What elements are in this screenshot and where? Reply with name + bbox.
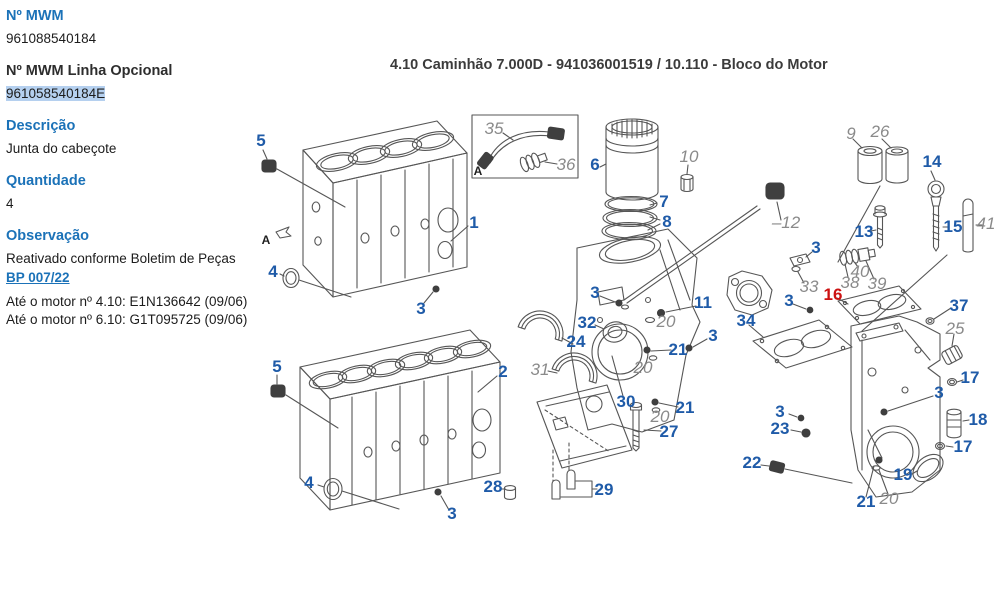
callout-A: A	[261, 233, 271, 247]
quantidade-value: 4	[6, 196, 14, 211]
callout-4: 4	[304, 473, 314, 492]
callout-6: 6	[590, 155, 600, 174]
observacao-line2: Até o motor nº 4.10: E1N136642 (09/06)	[6, 294, 248, 309]
mwm-value: 961088540184	[6, 31, 97, 46]
callout-3: 3	[775, 402, 785, 421]
callout-31: 31	[530, 360, 550, 379]
callout-21: 21	[668, 340, 688, 359]
callout-29: 29	[594, 480, 614, 499]
callout-35: 35	[484, 119, 504, 138]
callout-21: 21	[856, 492, 876, 511]
callout-21: 21	[675, 398, 695, 417]
callout-7: 7	[659, 192, 669, 211]
callout-19: 19	[893, 465, 913, 484]
callout-1: 1	[469, 213, 479, 232]
callout-12: –12	[771, 213, 801, 232]
callout-40: 40	[850, 262, 870, 281]
callout-41: 41	[976, 214, 996, 233]
callout-20: 20	[650, 407, 670, 426]
callout-17: 17	[953, 437, 973, 456]
callout-17: 17	[960, 368, 980, 387]
callout-3: 3	[416, 299, 426, 318]
callout-2: 2	[498, 362, 508, 381]
callout-22: 22	[742, 453, 762, 472]
callout-5: 5	[256, 131, 266, 150]
callout-A: A	[473, 164, 483, 178]
callout-16: 16	[823, 285, 843, 304]
mwm-label: Nº MWM	[6, 8, 64, 24]
callout-36: 36	[556, 155, 576, 174]
callout-5: 5	[272, 357, 282, 376]
callout-32: 32	[577, 313, 597, 332]
callout-3: 3	[447, 504, 457, 523]
page-title: 4.10 Caminhão 7.000D - 941036001519 / 10.110 - Bloco do Motor	[390, 57, 828, 73]
callout-11: 11	[694, 293, 712, 312]
observacao-line1: Reativado conforme Boletim de Peças	[6, 251, 236, 266]
callout-9: 9	[846, 124, 856, 143]
observacao-line3: Até o motor nº 6.10: G1T095725 (09/06)	[6, 312, 248, 327]
mwm-optional-label: Nº MWM Linha Opcional	[6, 63, 173, 79]
callout-10: 10	[679, 147, 699, 166]
callout-23: 23	[770, 419, 790, 438]
observacao-label: Observação	[6, 228, 90, 244]
mwm-optional-value: 961058540184E	[6, 86, 106, 101]
callout-38: 38	[840, 273, 860, 292]
callout-33: 33	[799, 277, 819, 296]
callout-3: 3	[590, 283, 600, 302]
callout-24: 24	[566, 332, 586, 351]
callout-3: 3	[708, 326, 718, 345]
callout-14: 14	[922, 152, 942, 171]
callout-27: 27	[659, 422, 679, 441]
callout-3: 3	[784, 291, 794, 310]
callout-34: 34	[736, 311, 756, 330]
callout-8: 8	[662, 212, 672, 231]
callout-15: 15	[943, 217, 963, 236]
callout-26: 26	[870, 122, 890, 141]
callout-3: 3	[811, 238, 821, 257]
callout-3: 3	[934, 383, 944, 402]
callout-20: 20	[656, 312, 676, 331]
callout-37: 37	[949, 296, 969, 315]
callout-18: 18	[968, 410, 988, 429]
callout-13: 13	[854, 222, 874, 241]
bp-bulletin-link[interactable]: BP 007/22	[6, 270, 70, 285]
callout-28: 28	[483, 477, 503, 496]
quantidade-label: Quantidade	[6, 173, 86, 189]
callout-30: 30	[616, 392, 636, 411]
callout-25: 25	[945, 319, 965, 338]
callout-20: 20	[633, 358, 653, 377]
callout-20: 20	[879, 489, 899, 508]
callout-4: 4	[268, 262, 278, 281]
descricao-label: Descrição	[6, 118, 76, 134]
descricao-value: Junta do cabeçote	[6, 141, 117, 156]
callout-39: 39	[867, 274, 887, 293]
